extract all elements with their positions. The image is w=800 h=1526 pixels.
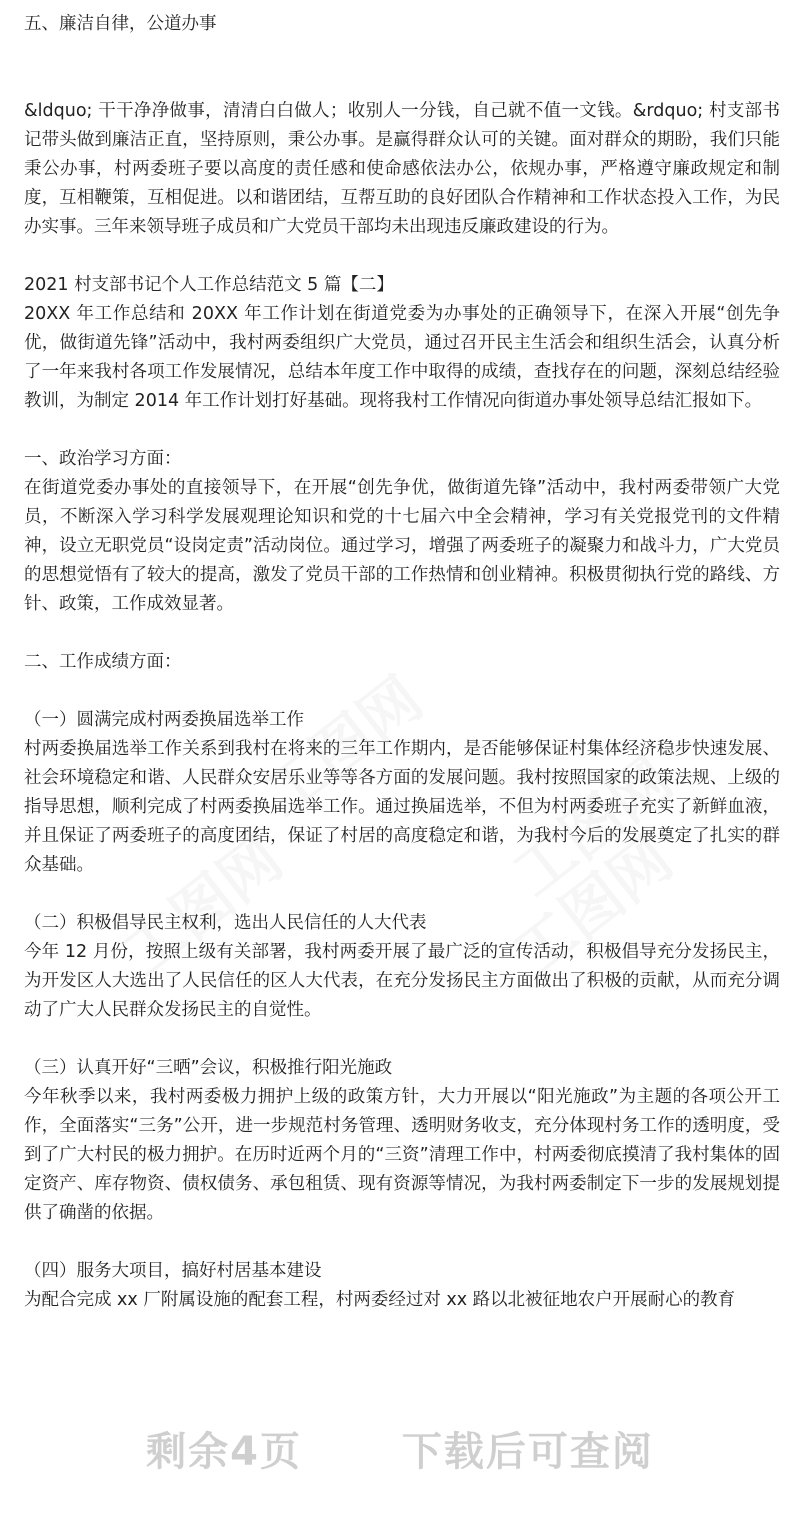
paragraph: （一）圆满完成村两委换届选举工作 bbox=[24, 710, 304, 730]
paragraph-spacer bbox=[24, 880, 780, 909]
paragraph: 今年 12 月份，按照上级有关部署，我村两委开展了最广泛的宣传活动，积极倡导充分发扬民主，为开发区人大选出了人民信任的区人大代表，在充分发扬民主方面做出了积极的贡献，从而充分调动了广大人民群众发扬民主的自觉性。 bbox=[24, 942, 780, 1020]
paragraph: 村两委换届选举工作关系到我村在将来的三年工作期内，是否能够保证村集体经济稳步快速发展、社会环境稳定和谐、人民群众安居乐业等等各方面的发展问题。我村按照国家的政策法规、上级的指导思想，顺利完成了村两委换届选举工作。通过换届选举，不但为村两委班子充实了新鲜血液，并且保证了两委班子的高度团结，保证了村居的高度稳定和谐，为我村今后的发展奠定了扎实的群众基础。 bbox=[24, 739, 780, 875]
paragraph: 二、工作成绩方面： bbox=[24, 652, 182, 672]
paragraph-spacer bbox=[24, 619, 780, 648]
document-body bbox=[24, 10, 780, 1315]
paragraph: 在街道党委办事处的直接领导下，在开展“创先争优，做街道先锋”活动中，我村两委带领广大党员，不断深入学习科学发展观理论知识和党的十七届六中全会精神，学习有关党报党刊的文件精神，设立无职党员“设岗定责”活动岗位。通过学习，增强了两委班子的凝聚力和战斗力，广大党员的思想觉悟有了较大的提高，激发了党员干部的工作热情和创业精神。积极贯彻执行党的路线、方针、政策，工作成效显著。 bbox=[24, 478, 780, 614]
paragraph-spacer bbox=[24, 416, 780, 445]
paragraph: （四）服务大项目，搞好村居基本建设 bbox=[24, 1261, 322, 1281]
download-to-view-text: 下载后可查阅 bbox=[401, 1429, 654, 1475]
paragraph: 2021 村支部书记个人工作总结范文 5 篇【二】 bbox=[24, 275, 394, 295]
paragraph: （三）认真开好“三晒”会议，积极推行阳光施政 bbox=[24, 1058, 393, 1078]
paragraph: 20XX 年工作总结和 20XX 年工作计划在街道党委为办事处的正确领导下，在深入开展“创先争优，做街道先锋”活动中，我村两委组织广大党员，通过召开民主生活会和组织生活会，认真分析了一年来我村各项工作发展情况，总结本年度工作中取得的成绩，查找存在的问题，深刻总结经验教训，为制定 2014 年工作计划打好基础。现将我村工作情况向街道办事处领导总结汇报如下。 bbox=[24, 304, 780, 411]
remaining-pages-text: 剩余4页 bbox=[146, 1429, 302, 1475]
download-prompt[interactable] bbox=[0, 1420, 800, 1477]
paragraph: 一、政治学习方面： bbox=[24, 449, 182, 469]
paragraph-spacer bbox=[24, 39, 780, 97]
paragraph: &ldquo; 干干净净做事，清清白白做人；收别人一分钱，自己就不值一文钱。&rdquo; 村支部书记带头做到廉洁正直，坚持原则，秉公办事。是赢得群众认可的关键。面对群众的期盼，我们只能秉公办事，村两委班子要以高度的责任感和使命感依法办公，依规办事，严格遵守廉政规定和制度，互相鞭策，互相促进。以和谐团结，互帮互助的良好团队合作精神和工作状态投入工作，为民办实事。三年来领导班子成员和广大党员干部均未出现违反廉政建设的行为。 bbox=[24, 101, 780, 237]
paragraph-spacer bbox=[24, 1228, 780, 1257]
paragraph-spacer bbox=[24, 677, 780, 706]
paragraph: （二）积极倡导民主权利，选出人民信任的人大代表 bbox=[24, 913, 427, 933]
paragraph: 为配合完成 xx 厂附属设施的配套工程，村两委经过对 xx 路以北被征地农户开展耐心的教育 bbox=[24, 1290, 736, 1310]
paragraph: 五、廉洁自律，公道办事 bbox=[24, 14, 217, 34]
paragraph-spacer bbox=[24, 242, 780, 271]
paragraph-spacer bbox=[24, 1025, 780, 1054]
paragraph: 今年秋季以来，我村两委极力拥护上级的政策方针，大力开展以“阳光施政”为主题的各项公开工作，全面落实“三务”公开，进一步规范村务管理、透明财务收支，充分体现村务工作的透明度，受到了广大村民的极力拥护。在历时近两个月的“三资”清理工作中，村两委彻底摸清了我村集体的固定资产、库存物资、债权债务、承包租赁、现有资源等情况，为我村两委制定下一步的发展规划提供了确凿的依据。 bbox=[24, 1087, 780, 1223]
